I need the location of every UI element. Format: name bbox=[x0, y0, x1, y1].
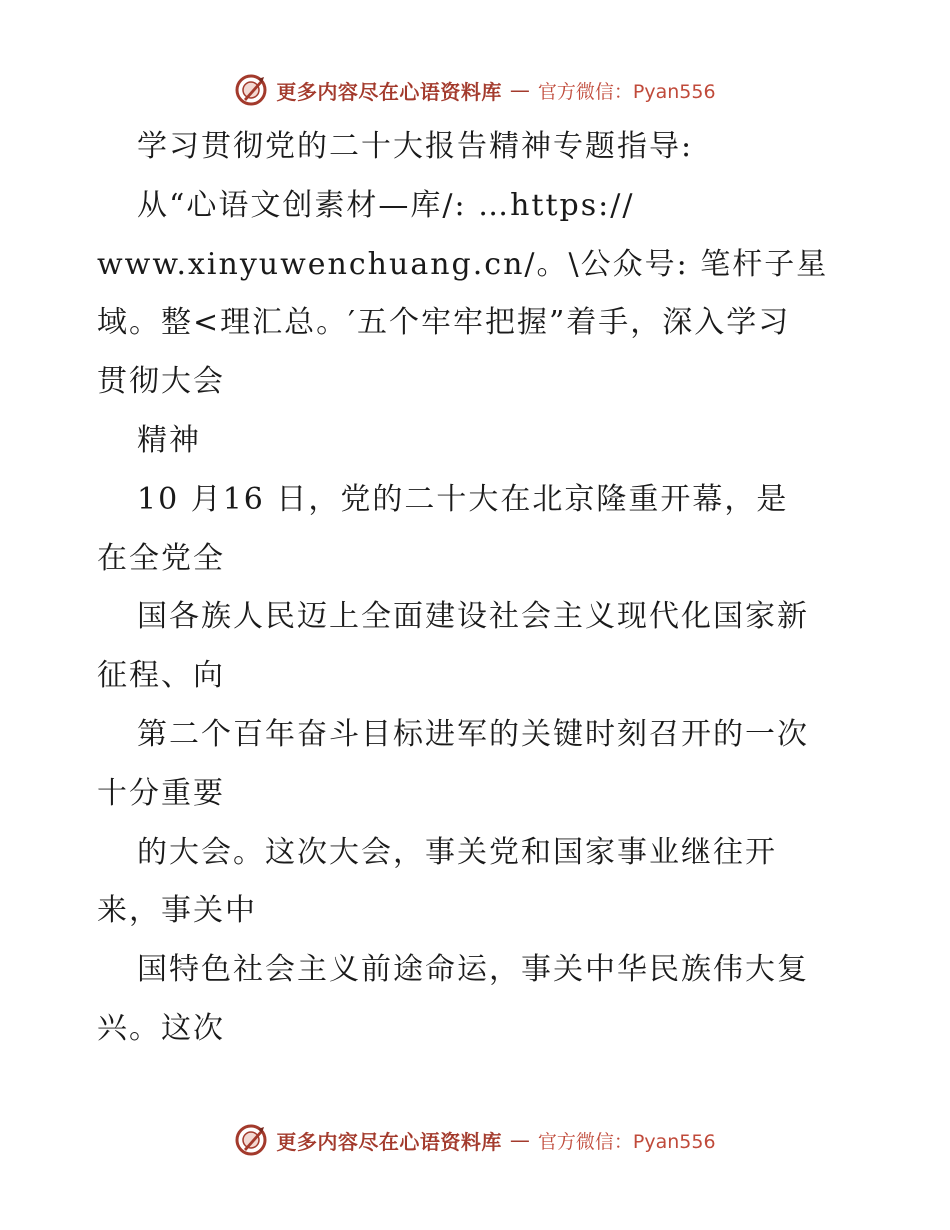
body-line: 第二个百年奋斗目标进军的关键时刻召开的一次 bbox=[137, 716, 809, 752]
body-line: 征程、向 bbox=[97, 658, 225, 694]
pen-nib-circle-icon bbox=[234, 73, 268, 107]
banner-main-text: 更多内容尽在心语资料库 bbox=[276, 79, 502, 104]
body-line: 兴。这次 bbox=[97, 1010, 225, 1046]
body-line: 的大会。这次大会，事关党和国家事业继往开 bbox=[137, 834, 777, 870]
body-line: 从“心语文创素材—库/: …https:// bbox=[137, 187, 635, 223]
body-line: 域。整<理汇总。′五个牢牢把握”着手，深入学习 bbox=[97, 305, 791, 341]
body-line: 来，事关中 bbox=[97, 893, 257, 929]
body-line: 贯彻大会 bbox=[97, 364, 225, 400]
body-line: 10 月16 日，党的二十大在北京隆重开幕，是 bbox=[137, 481, 789, 517]
pen-nib-circle-icon bbox=[234, 1123, 268, 1157]
body-line: 十分重要 bbox=[97, 775, 225, 811]
body-line: 国各族人民迈上全面建设社会主义现代化国家新 bbox=[137, 599, 809, 635]
banner-main-text: 更多内容尽在心语资料库 bbox=[276, 1129, 502, 1154]
body-line: 学习贯彻党的二十大报告精神专题指导: bbox=[137, 129, 694, 164]
footer-banner bbox=[0, 1120, 950, 1160]
banner-wechat-text: 官方微信：Pyan556 bbox=[537, 1130, 716, 1153]
banner-separator: — bbox=[509, 1128, 530, 1152]
body-line: www.xinyuwenchuang.cn/。\公众号: 笔杆子星 bbox=[97, 246, 829, 282]
banner-wechat-text: 官方微信：Pyan556 bbox=[537, 80, 716, 103]
banner-separator: — bbox=[509, 78, 530, 102]
header-banner bbox=[0, 70, 950, 110]
document-body bbox=[97, 118, 867, 1059]
body-line: 国特色社会主义前途命运，事关中华民族伟大复 bbox=[137, 952, 809, 988]
body-line: 在全党全 bbox=[97, 540, 225, 576]
body-line: 精神 bbox=[137, 422, 201, 458]
